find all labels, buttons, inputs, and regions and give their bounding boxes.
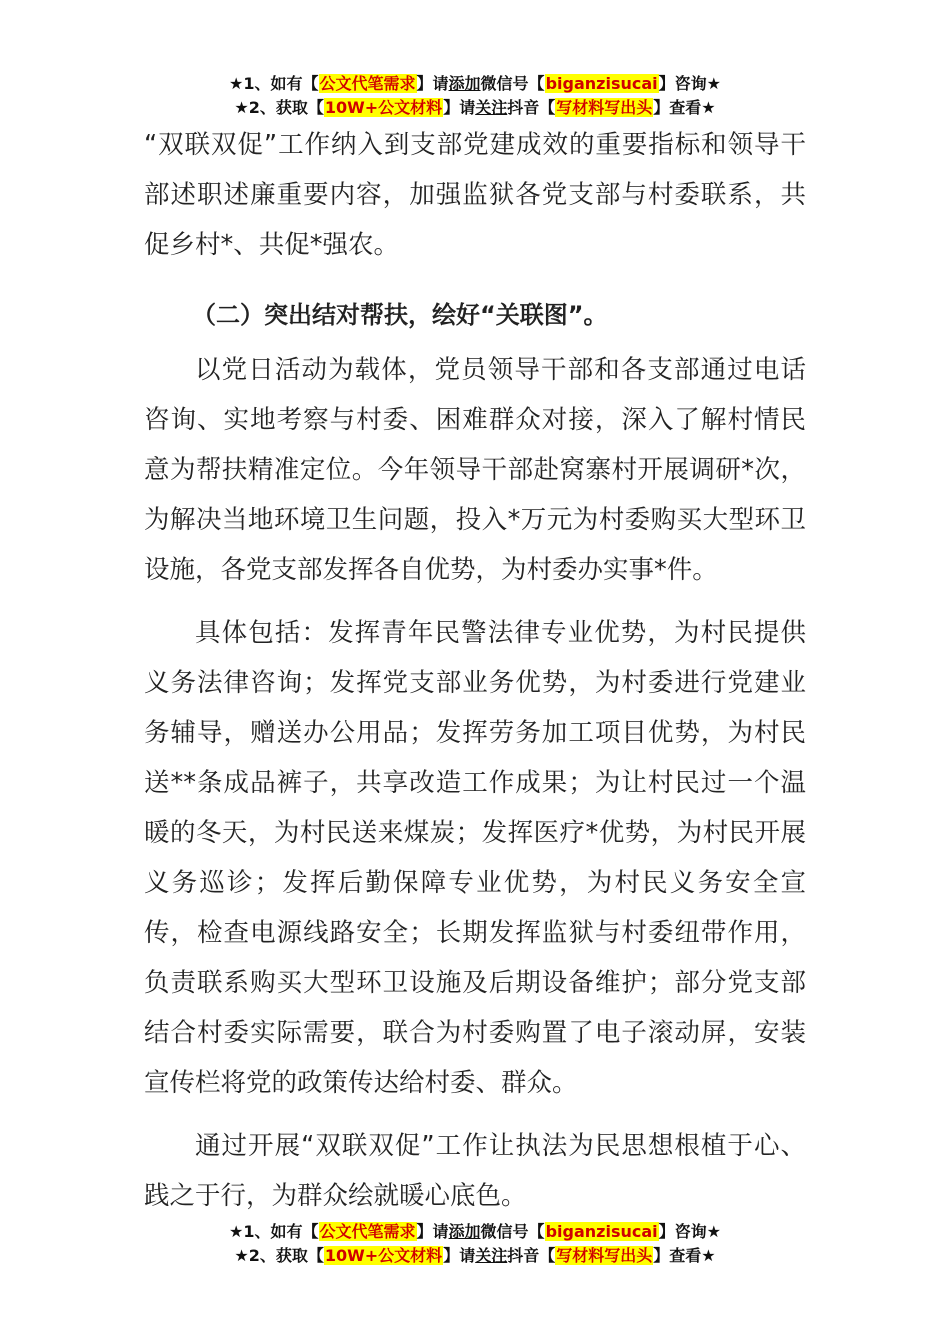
highlight-douyin-id: 写材料写出头 [556,98,653,117]
highlight-douyin-id: 写材料写出头 [556,1246,653,1265]
paragraph-4: 通过开展“双联双促”工作让执法为民思想根植于心、践之于行，为群众绘就暖心底色。 [144,1131,806,1211]
banner-line-2: ★2、获取【10W+公文材料】请关注抖音【写材料写出头】查看★ [234,1246,716,1265]
header-banner [0,72,950,120]
banner-line-1: ★1、如有【公文代笔需求】请添加微信号【biganzisucai】咨询★ [229,1222,721,1241]
banner-line-1: ★1、如有【公文代笔需求】请添加微信号【biganzisucai】咨询★ [229,74,721,93]
highlight-service: 公文代笔需求 [319,74,416,93]
section-heading-2: （二）突出结对帮扶，绘好“关联图”。 [192,301,608,329]
highlight-wechat-id: biganzisucai [545,74,658,93]
footer-banner [0,1220,950,1268]
paragraph-1: “双联双促”工作纳入到支部党建成效的重要指标和领导干部述职述廉重要内容，加强监狱各党支部与村委联系，共促乡村*、共促*强农。 [144,130,806,260]
document-body [144,120,806,1221]
highlight-materials: 10W+公文材料 [324,1246,443,1265]
paragraph-3: 具体包括：发挥青年民警法律专业优势，为村民提供义务法律咨询；发挥党支部业务优势，为村委进行党建业务辅导，赠送办公用品；发挥劳务加工项目优势，为村民送**条成品裤子，共享改造工作成果；为让村民过一个温暖的冬天，为村民送来煤炭；发挥医疗*优势，为村民开展义务巡诊；发挥后勤保障专业优势，为村民义务安全宣传，检查电源线路安全；长期发挥监狱与村委纽带作用，负责联系购买大型环卫设施及后期设备维护；部分党支部结合村委实际需要，联合为村委购置了电子滚动屏，安装宣传栏将党的政策传达给村委、群众。 [144,618,806,1098]
paragraph-2: 以党日活动为载体，党员领导干部和各支部通过电话咨询、实地考察与村委、困难群众对接，深入了解村情民意为帮扶精准定位。今年领导干部赴窝寨村开展调研*次，为解决当地环境卫生问题，投入*万元为村委购买大型环卫设施，各党支部发挥各自优势，为村委办实事*件。 [144,355,806,585]
highlight-wechat-id: biganzisucai [545,1222,658,1241]
banner-line-2: ★2、获取【10W+公文材料】请关注抖音【写材料写出头】查看★ [234,98,716,117]
highlight-materials: 10W+公文材料 [324,98,443,117]
highlight-service: 公文代笔需求 [319,1222,416,1241]
